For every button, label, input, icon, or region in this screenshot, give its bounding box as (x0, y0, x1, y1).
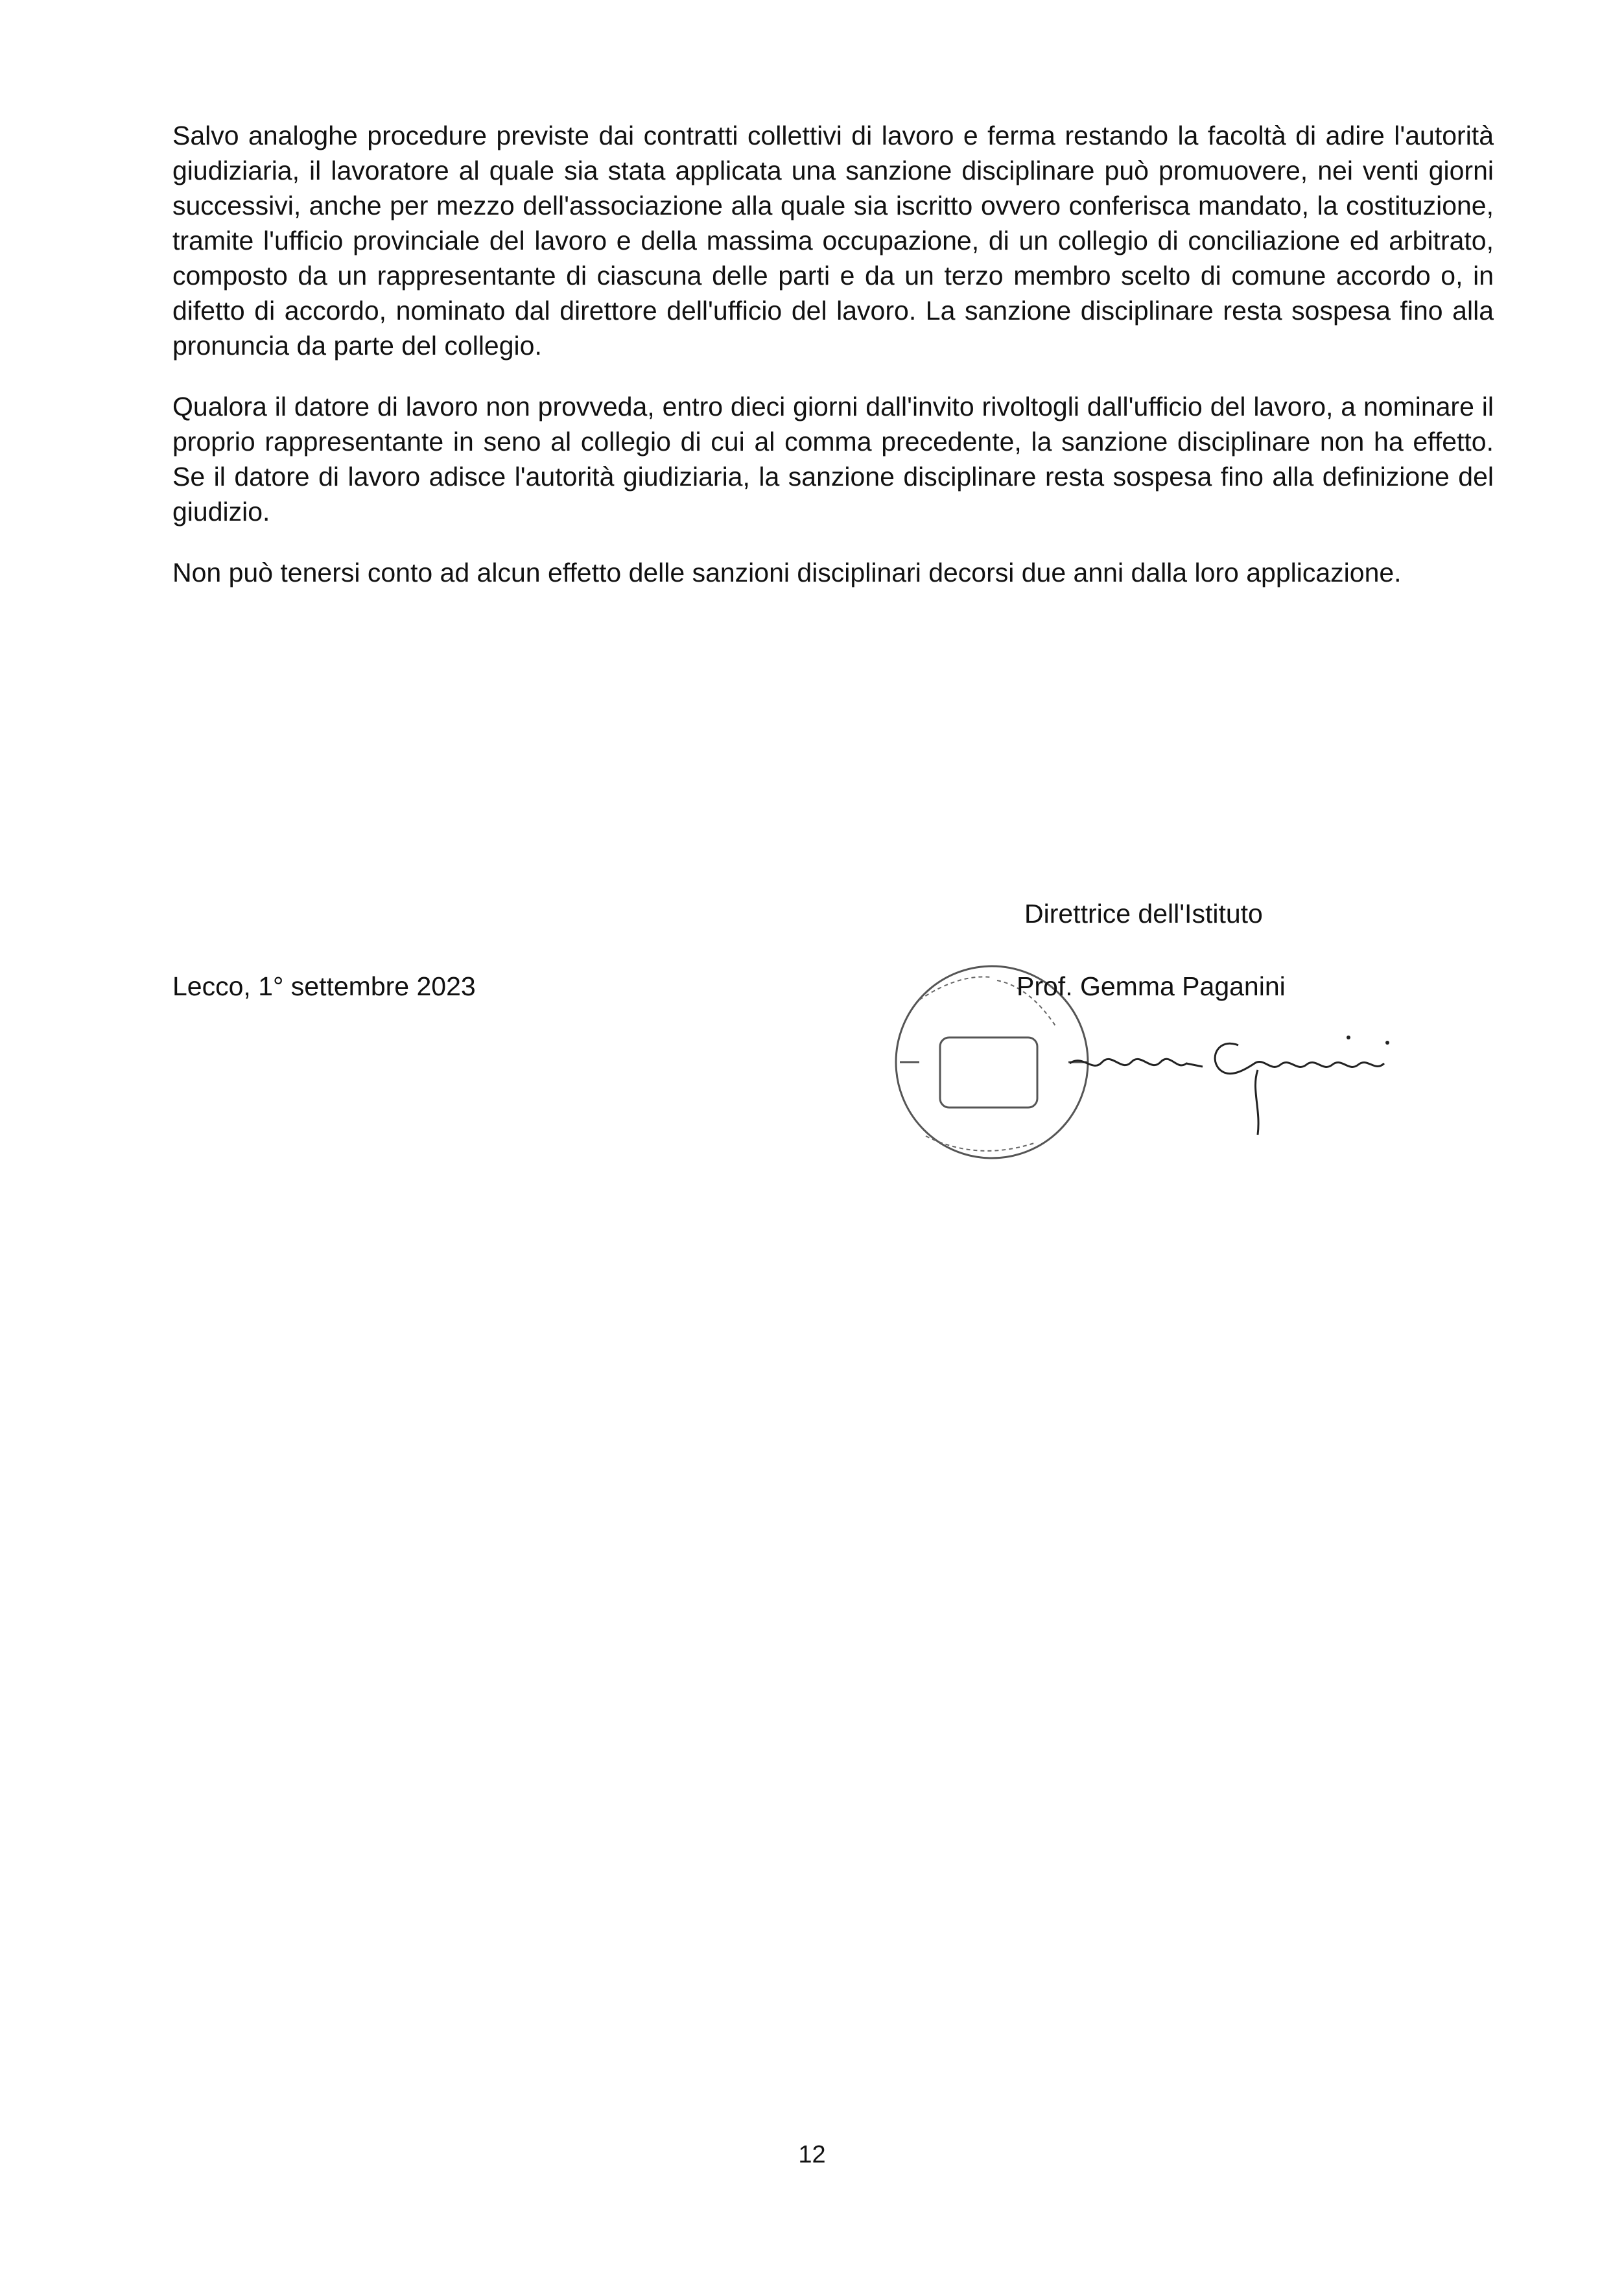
body-text (172, 118, 1494, 616)
handwritten-signature (1063, 1018, 1400, 1148)
page-number: 12 (798, 2141, 826, 2168)
place-date: Lecco, 1° settembre 2023 (172, 971, 476, 1001)
paragraph-3: Non può tenersi conto ad alcun effetto delle sanzioni disciplinari decorsi due anni dalla loro applicazione. (172, 558, 1402, 587)
paragraph-1: Salvo analoghe procedure previste dai contratti collettivi di lavoro e ferma restando la facoltà di adire l'autorità giudiziaria, il lavoratore al quale sia stata applicata una sanzione disciplinare può promuovere, nei venti giorni successivi, anche per mezzo dell'associazione alla quale sia iscritto ovvero conferisca mandato, la costituzione, tramite l'ufficio provinciale del lavoro e della massima occupazione, di un collegio di conciliazione ed arbitrato, composto da un rappresentante di ciascuna delle parti e da un terzo membro scelto di comune accordo o, in difetto di accordo, nominato dal direttore dell'ufficio del lavoro. La sanzione disciplinare resta sospesa fino alla pronuncia da parte del collegio. (172, 121, 1494, 361)
paragraph-2: Qualora il datore di lavoro non provveda, entro dieci giorni dall'invito rivoltogli dall'ufficio del lavoro, a nominare il proprio rappresentante in seno al collegio di cui al comma precedente, la sanzione disciplinare non ha effetto. Se il datore di lavoro adisce l'autorità giudiziaria, la sanzione disciplinare resta sospesa fino alla definizione del giudizio. (172, 392, 1494, 527)
signatory-title: Direttrice dell'Istituto (1024, 899, 1263, 929)
signatory-name: Prof. Gemma Paganini (1017, 971, 1286, 1001)
